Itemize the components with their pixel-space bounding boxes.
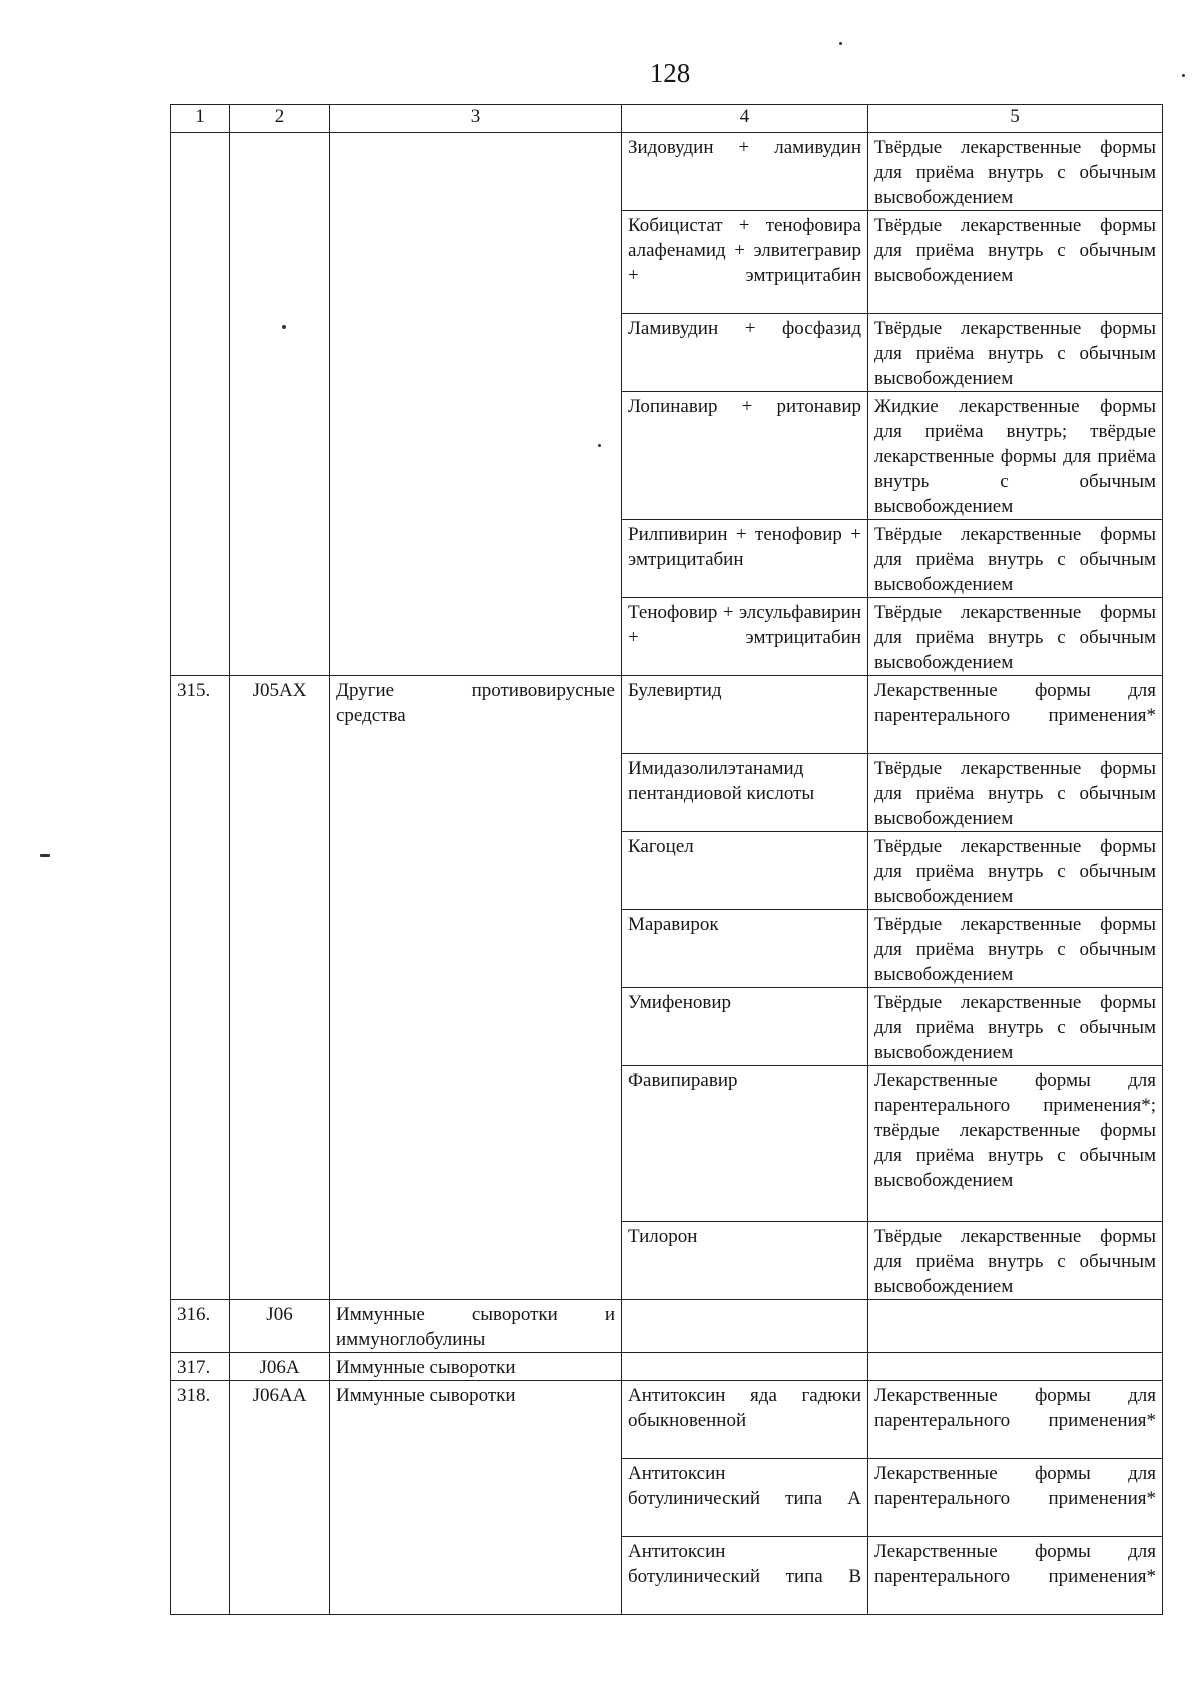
- cell-drug: Фавипиравир: [622, 1066, 868, 1222]
- header-col-2: 2: [230, 105, 330, 133]
- header-col-5: 5: [868, 105, 1163, 133]
- cell-form: Твёрдые лекарственные формы для приёма внутрь с обычным высвобождением: [868, 988, 1163, 1066]
- cell-drug: Имидазолилэтанамид пентандиовой кислоты: [622, 754, 868, 832]
- cell-form: Твёрдые лекарственные формы для приёма внутрь с обычным высвобождением: [868, 910, 1163, 988]
- cell-form: Твёрдые лекарственные формы для приёма внутрь с обычным высвобождением: [868, 211, 1163, 314]
- cell-form: Твёрдые лекарственные формы для приёма внутрь с обычным высвобождением: [868, 832, 1163, 910]
- table-row: [171, 1353, 1163, 1381]
- cell-form: Твёрдые лекарственные формы для приёма внутрь с обычным высвобождением: [868, 133, 1163, 211]
- cell-drug: Умифеновир: [622, 988, 868, 1066]
- cell-number: [171, 133, 230, 676]
- cell-form: Твёрдые лекарственные формы для приёма внутрь с обычным высвобождением: [868, 1222, 1163, 1300]
- cell-form: Твёрдые лекарственные формы для приёма внутрь с обычным высвобождением: [868, 520, 1163, 598]
- cell-drug: Маравирок: [622, 910, 868, 988]
- table-row: [171, 1300, 1163, 1353]
- cell-drug: Кагоцел: [622, 832, 868, 910]
- cell-number: 315.: [171, 676, 230, 1300]
- cell-code: J05AX: [230, 676, 330, 1300]
- cell-number: 317.: [171, 1353, 230, 1381]
- cell-group: [330, 133, 622, 676]
- cell-code: [230, 133, 330, 676]
- scan-speck: [1182, 74, 1185, 77]
- cell-drug: Лопинавир + ритонавир: [622, 392, 868, 520]
- table-row: [171, 133, 1163, 211]
- cell-drug: Ламивудин + фосфазид: [622, 314, 868, 392]
- table-row: [171, 676, 1163, 754]
- cell-form: Лекарственные формы для парентерального применения*; твёрдые лекарственные формы для приёма внутрь с обычным высвобождением: [868, 1066, 1163, 1222]
- cell-drug: [622, 1353, 868, 1381]
- table-row: [171, 1381, 1163, 1459]
- scan-speck: [40, 854, 50, 857]
- cell-form: Лекарственные формы для парентерального применения*: [868, 676, 1163, 754]
- cell-group: Другие противовирусные средства: [330, 676, 622, 1300]
- cell-form: [868, 1300, 1163, 1353]
- cell-form: Лекарственные формы для парентерального применения*: [868, 1459, 1163, 1537]
- cell-group: Иммунные сыворотки и иммуноглобулины: [330, 1300, 622, 1353]
- cell-drug: Кобицистат + тенофовира алафенамид + элвитегравир + эмтрицитабин: [622, 211, 868, 314]
- cell-drug: Рилпивирин + тенофовир + эмтрицитабин: [622, 520, 868, 598]
- cell-drug: [622, 1300, 868, 1353]
- cell-drug: Антитоксин ботулинический типа А: [622, 1459, 868, 1537]
- cell-code: J06: [230, 1300, 330, 1353]
- cell-drug: Булевиртид: [622, 676, 868, 754]
- cell-form: Лекарственные формы для парентерального применения*: [868, 1537, 1163, 1615]
- cell-drug: Антитоксин ботулинический типа B: [622, 1537, 868, 1615]
- drug-table: [170, 104, 1163, 1615]
- cell-form: Твёрдые лекарственные формы для приёма внутрь с обычным высвобождением: [868, 314, 1163, 392]
- page-number: 128: [649, 58, 691, 88]
- cell-drug: Антитоксин яда гадюки обыкновенной: [622, 1381, 868, 1459]
- cell-code: J06A: [230, 1353, 330, 1381]
- cell-form: Жидкие лекарственные формы для приёма внутрь; твёрдые лекарственные формы для приёма внутрь с обычным высвобождением: [868, 392, 1163, 520]
- cell-form: Лекарственные формы для парентерального применения*: [868, 1381, 1163, 1459]
- cell-number: 316.: [171, 1300, 230, 1353]
- cell-drug: Зидовудин + ламивудин: [622, 133, 868, 211]
- cell-group: Иммунные сыворотки: [330, 1353, 622, 1381]
- header-row: [171, 105, 1163, 133]
- cell-form: Твёрдые лекарственные формы для приёма внутрь с обычным высвобождением: [868, 598, 1163, 676]
- header-col-3: 3: [330, 105, 622, 133]
- cell-code: J06AA: [230, 1381, 330, 1615]
- cell-number: 318.: [171, 1381, 230, 1615]
- header-col-4: 4: [622, 105, 868, 133]
- cell-drug: Тенофовир + элсульфавирин + эмтрицитабин: [622, 598, 868, 676]
- scan-speck: [839, 42, 842, 45]
- cell-form: [868, 1353, 1163, 1381]
- cell-drug: Тилорон: [622, 1222, 868, 1300]
- cell-group: Иммунные сыворотки: [330, 1381, 622, 1615]
- cell-form: Твёрдые лекарственные формы для приёма внутрь с обычным высвобождением: [868, 754, 1163, 832]
- header-col-1: 1: [171, 105, 230, 133]
